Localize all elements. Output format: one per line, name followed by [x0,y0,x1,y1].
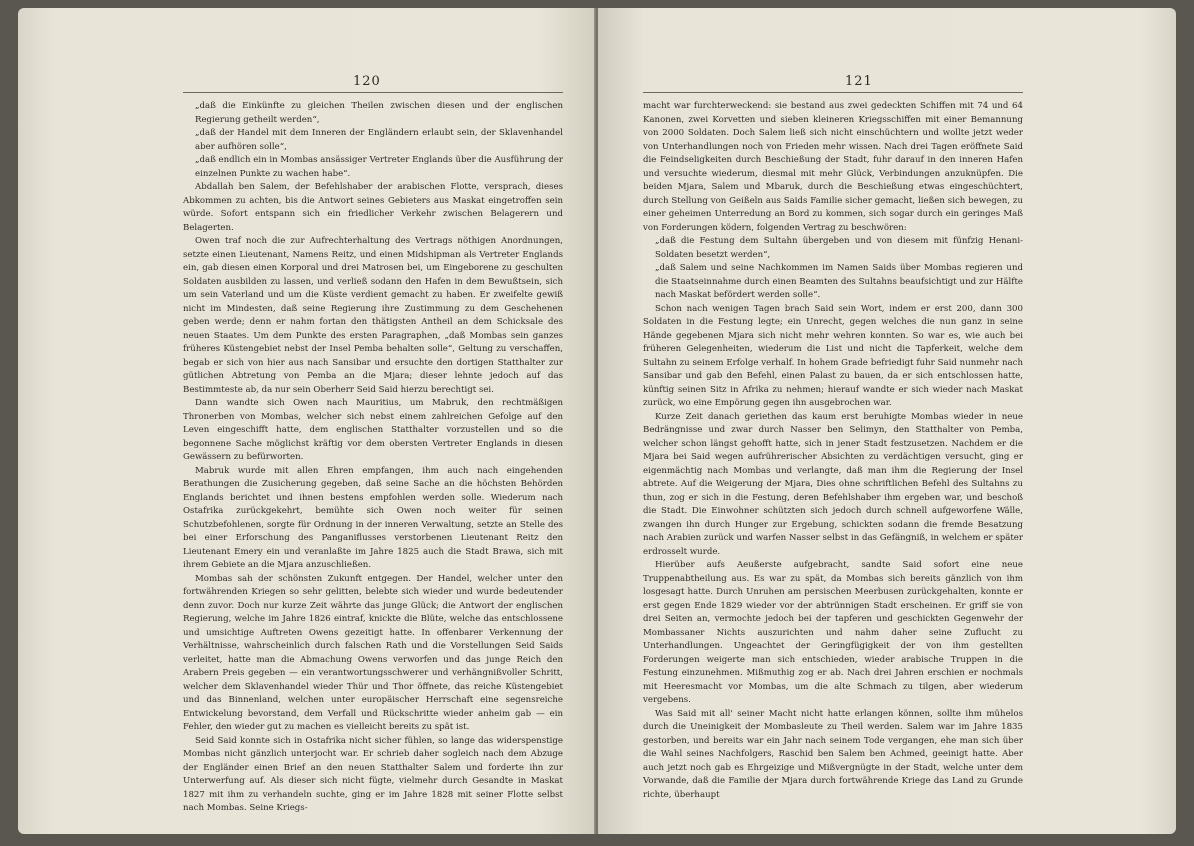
paragraph: „daß die Einkünfte zu gleichen Theilen zwischen diesen und der englischen Regierung getheilt werden“, [195,101,563,125]
paragraph: Abdallah ben Salem, der Befehlshaber der arabischen Flotte, versprach, dieses Abkommen zu achten, bis die Antwort seines Gebieters aus Maskat eingetroffen sein würde. Sofort entspann sich ein friedlicher Verkehr zwischen Belagerern und Belagerten. [183,182,563,233]
paragraph: Hierüber aufs Aeußerste aufgebracht, sandte Said sofort eine neue Truppenabtheilung aus. Es war zu spät, da Mombas sich bereits gänzlich von ihm losgesagt hatte. Durch Unruhen am persischen Meerbusen zurückgehalten, konnte er erst gegen Ende 1829 wieder vor der abtrünnigen Stadt erscheinen. Er griff sie von drei Seiten an, vermochte jedoch bei der tapferen und geschickten Gegenwehr der Mombassaner Nichts auszurichten und nahm daher seine Zuflucht zu Unterhandlungen. Ungeachtet der Geringfügigkeit der von ihm gestellten Forderungen weigerte man sich entschieden, wieder arabische Truppen in die Festung einzunehmen. Mißmuthig zog er ab. Nach drei Jahren erschien er nochmals mit Heeresmacht vor Mombas, um die alte Schmach zu tilgen, aber wiederum vergebens. [643,560,1023,705]
paragraph: Owen traf noch die zur Aufrechterhaltung des Vertrags nöthigen Anordnungen, setzte einen Lieutenant, Namens Reitz, und einen Midshipman als Vertreter Englands ein, gab diesen einen Korporal und drei Matrosen bei, um Eingeborene zu geschulten Soldaten ausbilden zu lassen, und verließ sodann den Hafen in dem Bewußtsein, sich um sein Vaterland und um die Küste verdient gemacht zu haben. Er zweifelte gewiß nicht im Mindesten, daß seine Regierung ihre Zustimmung zu dem Geschehenen geben werde; denn er nahm fortan den thätigsten Antheil an dem Schicksale des neuen Staates. Um dem Punkte des ersten Paragraphen, „daß Mombas sein ganzes früheres Küstengebiet nebst der Insel Pemba behalten solle“, Geltung zu verschaffen, begab er sich von hier aus nach Sansibar und ersuchte den dortigen Statthalter zur gütlichen Abtretung von Pemba an die Mjara; dieser lehnte jedoch auf das Bestimmteste ab, da nur sein Oberherr Seid Said hierzu berechtigt sei. [183,236,563,395]
paragraph: „daß Salem und seine Nachkommen im Namen Saids über Mombas regieren und die Staatseinnahme durch einen Beamten des Sultahns beaufsichtigt und zur Hälfte nach Maskat befördert werden solle“. [655,263,1023,300]
paragraph: „daß der Handel mit dem Inneren der Engländern erlaubt sein, der Sklavenhandel aber aufhören solle“, [195,128,563,152]
paragraph: macht war furchterweckend: sie bestand aus zwei gedeckten Schiffen mit 74 und 64 Kanonen, zwei Korvetten und sieben kleineren Kriegsschiffen mit einer Bemannung von 2000 Soldaten. Doch Salem ließ sich nicht einschüchtern und wollte jetzt weder von Unterhandlungen noch von Frieden mehr wissen. Nach drei Tagen eröffnete Said die Feindseligkeiten durch Beschießung der Stadt, fuhr darauf in den inneren Hafen und versuchte wiederum, diesmal mit mehr Glück, Verbindungen anzuknüpfen. Die beiden Mjara, Salem und Mbaruk, durch die Beschießung etwas eingeschüchtert, durch Stellung von Geißeln aus Saids Familie sicher gemacht, ließen sich bewegen, zu einer geheimen Unterredung an Bord zu kommen, sich sogar durch ein geringes Maß von Forderungen ködern, folgenden Vertrag zu beschwören: [643,101,1023,233]
paragraph: Seid Said konnte sich in Ostafrika nicht sicher fühlen, so lange das widerspenstige Mombas nicht gänzlich unterjocht war. Er schrieb daher sogleich nach dem Abzuge der Engländer einen Brief an den neuen Statthalter Salem und forderte ihn zur Unterwerfung auf. Als dieser sich nicht fügte, vielmehr durch Gesandte in Maskat 1827 mit ihm zu verhandeln suchte, ging er im Jahre 1828 mit seiner Flotte selbst nach Mombas. Seine Kriegs- [183,735,563,813]
paragraph: Was Said mit all' seiner Macht nicht hatte erlangen können, sollte ihm mühelos durch die Uneinigkeit der Mombasleute zu Theil werden. Salem war im Jahre 1835 gestorben, und bereits war ein Jahr nach seinem Tode vergangen, ehe man sich über die Wahl seines Nachfolgers, Raschid ben Salem ben Achmed, geeinigt hatte. Aber auch jetzt noch gab es Ehrgeizige und Mißvergnügte in der Stadt, welche unter dem Vorwande, daß die Familie der Mjara durch fortwährende Kriege das Land zu Grunde richte, überhaupt [643,708,1023,800]
left-page-number: 120 [353,74,381,89]
right-page-text [643,100,1023,802]
paragraph: Schon nach wenigen Tagen brach Said sein Wort, indem er erst 200, dann 300 Soldaten in die Festung legte; ein Unrecht, gegen welches die nun ganz in seine Hände gegebenen Mjara sich nicht mehr wehren konnten. So war es, wie auch bei früheren Gelegenheiten, wiederum die List und nicht die Tapferkeit, welche dem Sultahn zu seinem Erfolge verhalf. In hohem Grade befriedigt fuhr Said nunmehr nach Sansibar und gab den Befehl, einen Palast zu bauen, da er sich entschlossen hatte, künftig seinen Sitz in Afrika zu nehmen; hierauf wandte er sich wieder nach Maskat zurück, wo eine Empörung gegen ihn ausgebrochen war. [643,303,1023,408]
paragraph: Kurze Zeit danach geriethen das kaum erst beruhigte Mombas wieder in neue Bedrängnisse und zwar durch Nasser ben Selimyn, den Statthalter von Pemba, welcher schon längst gehofft hatte, sich in jener Stadt festzusetzen. Nachdem er die Mjara bei Said wegen aufrührerischer Absichten zu verdächtigen versucht, ging er eigenmächtig nach Mombas und verlangte, daß man ihm die Regierung der Insel abtrete. Auf die Weigerung der Mjara, Dies ohne schriftlichen Befehl des Sultahns zu thun, zog er sich in die Festung, deren Befehlshaber ihm ergeben war, und beschoß die Stadt. Die Einwohner schützten sich jedoch durch schnell aufgeworfene Wälle, zwangen ihn durch Hunger zur Ergebung, schickten sodann die fremde Besatzung nach Arabien zurück und warfen Nasser selbst in das Gefängniß, in welchem er später erdrosselt wurde. [643,411,1023,557]
paragraph: Mabruk wurde mit allen Ehren empfangen, ihm auch nach eingehenden Berathungen die Zusicherung gegeben, daß seine Sache an die höchsten Behörden Englands berichtet und ihnen bestens empfohlen werden solle. Wiederum nach Ostafrika zurückgekehrt, bemühte sich Owen noch weiter für seinen Schutzbefohlenen, sorgte für Ordnung in der inneren Verwaltung, setzte an Stelle des bei einer Erforschung des Panganiflusses verstorbenen Lieutenant Reitz den Lieutenant Emery ein und veranlaßte im Jahre 1825 auch die Stadt Brawa, sich mit ihrem Gebiete an die Mjara anzuschließen. [183,465,563,570]
paragraph: Mombas sah der schönsten Zukunft entgegen. Der Handel, welcher unter den fortwährenden Kriegen so sehr gelitten, belebte sich wieder und wurde bedeutender denn zuvor. Doch nur kurze Zeit währte das junge Glück; die Antwort der englischen Regierung, welche im Jahre 1826 eintraf, knickte die Blüte, welche das entschlossene und umsichtige Auftreten Owens gezeitigt hatte. In offenbarer Verkennung der Verhältnisse, wahrscheinlich durch falschen Rath und die Vorstellungen Seid Saids verleitet, hatte man die Abmachung Owens verworfen und das junge Reich den Arabern Preis gegeben — ein verantwortungsschwerer und verhängnißvoller Schritt, welcher dem Sklavenhandel wieder Thür und Thor öffnete, das reiche Küstengebiet und das Binnenland, welchen unter europäischer Herrschaft eine segensreiche Entwickelung bevorstand, dem Verfall und Rückschritte wieder anheim gab — ein Fehler, den wieder gut zu machen es vielleicht bereits zu spät ist. [183,573,563,732]
left-page-text [183,100,563,816]
header-rule [643,92,1023,93]
paragraph: „daß endlich ein in Mombas ansässiger Vertreter Englands über die Ausführung der einzelnen Punkte zu wachen habe“. [195,155,563,179]
right-page [598,8,1176,834]
right-page-number: 121 [845,74,873,89]
left-page [18,8,596,834]
paragraph: Dann wandte sich Owen nach Mauritius, um Mabruk, den rechtmäßigen Thronerben von Mombas, welcher sich nebst einem zahlreichen Gefolge auf den Leven eingeschifft hatte, dem englischen Statthalter vorzustellen und so die begonnene Sache möglichst kräftig vor dem obersten Vertreter Englands in diesen Gewässern zu befürworten. [183,398,563,462]
paragraph: „daß die Festung dem Sultahn übergeben und von diesem mit fünfzig Henani-Soldaten besetzt werden“, [655,236,1023,260]
header-rule [183,92,563,93]
